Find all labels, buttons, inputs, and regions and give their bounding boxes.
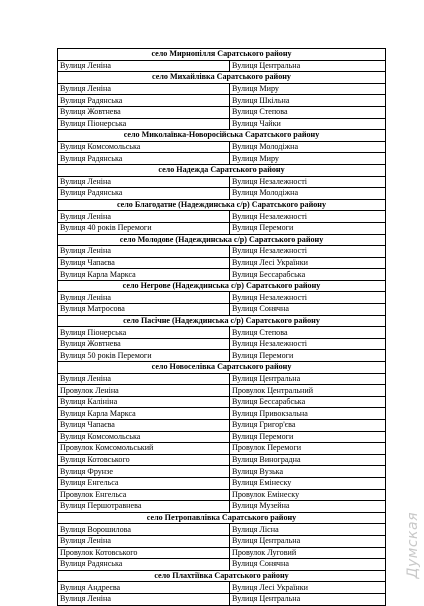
street-renaming-table <box>57 48 386 606</box>
old-street-name: Вулиця Леніна <box>58 373 230 385</box>
old-street-name: Вулиця Жовтнева <box>58 338 230 350</box>
section-header-row <box>58 280 386 292</box>
table-row <box>58 535 386 547</box>
new-street-name: Вулиця Лісна <box>230 524 386 536</box>
table-row <box>58 153 386 165</box>
table-row <box>58 408 386 420</box>
table-row <box>58 443 386 455</box>
old-street-name: Вулиця Леніна <box>58 60 230 72</box>
document-page <box>57 48 385 606</box>
new-street-name: Вулиця Незалежності <box>230 338 386 350</box>
new-street-name: Вулиця Лесі Українки <box>230 582 386 594</box>
old-street-name: Вулиця Матросова <box>58 304 230 316</box>
old-street-name: Вулиця Радянська <box>58 153 230 165</box>
section-header-row <box>58 72 386 84</box>
new-street-name: Провулок Центральний <box>230 385 386 397</box>
new-street-name: Провулок Емінеску <box>230 489 386 501</box>
new-street-name: Вулиця Молодіжна <box>230 141 386 153</box>
new-street-name: Вулиця Центральна <box>230 373 386 385</box>
table-row <box>58 559 386 571</box>
section-header-row <box>58 49 386 61</box>
table-row <box>58 327 386 339</box>
new-street-name: Вулиця Незалежності <box>230 246 386 258</box>
new-street-name: Вулиця Привокзальна <box>230 408 386 420</box>
section-title: село Благодатне (Надеждинська с/р) Саратського району <box>58 199 386 211</box>
old-street-name: Вулиця Леніна <box>58 83 230 95</box>
new-street-name: Провулок Перемоги <box>230 443 386 455</box>
table-row <box>58 292 386 304</box>
table-row <box>58 385 386 397</box>
table-row <box>58 582 386 594</box>
new-street-name: Вулиця Перемоги <box>230 431 386 443</box>
section-title: село Миколаївка-Новоросійська Саратського району <box>58 130 386 142</box>
new-street-name: Вулиця Степова <box>230 327 386 339</box>
old-street-name: Провулок Леніна <box>58 385 230 397</box>
section-title: село Михайлівка Саратського району <box>58 72 386 84</box>
section-title: село Молодове (Надеждинська с/р) Саратського району <box>58 234 386 246</box>
table-row <box>58 338 386 350</box>
new-street-name: Вулиця Перемоги <box>230 222 386 234</box>
section-header-row <box>58 362 386 374</box>
new-street-name: Вулиця Незалежності <box>230 176 386 188</box>
new-street-name: Вулиця Молодіжна <box>230 188 386 200</box>
new-street-name: Вулиця Центральна <box>230 535 386 547</box>
old-street-name: Провулок Комсомольський <box>58 443 230 455</box>
new-street-name: Вулиця Перемоги <box>230 350 386 362</box>
table-row <box>58 60 386 72</box>
old-street-name: Вулиця Ворошилова <box>58 524 230 536</box>
new-street-name: Вулиця Емінеску <box>230 477 386 489</box>
table-row <box>58 246 386 258</box>
table-row <box>58 396 386 408</box>
new-street-name: Вулиця Степова <box>230 106 386 118</box>
old-street-name: Вулиця Чапаєва <box>58 257 230 269</box>
new-street-name: Вулиця Миру <box>230 153 386 165</box>
section-header-row <box>58 570 386 582</box>
table-row <box>58 547 386 559</box>
table-row <box>58 106 386 118</box>
new-street-name: Вулиця Незалежності <box>230 292 386 304</box>
table-row <box>58 477 386 489</box>
section-title: село Надежда Саратського району <box>58 164 386 176</box>
table-row <box>58 176 386 188</box>
section-title: село Негрове (Надеждинська с/р) Саратського району <box>58 280 386 292</box>
old-street-name: Вулиця Калініна <box>58 396 230 408</box>
table-row <box>58 257 386 269</box>
old-street-name: Провулок Котовського <box>58 547 230 559</box>
old-street-name: Вулиця Піонерська <box>58 327 230 339</box>
watermark-logo: Думская <box>405 512 421 579</box>
new-street-name: Вулиця Сонячна <box>230 304 386 316</box>
table-row <box>58 83 386 95</box>
old-street-name: Вулиця Леніна <box>58 176 230 188</box>
table-row <box>58 141 386 153</box>
table-row <box>58 501 386 513</box>
new-street-name: Вулиця Чайки <box>230 118 386 130</box>
old-street-name: Вулиця Фрунзе <box>58 466 230 478</box>
old-street-name: Вулиця 40 років Перемоги <box>58 222 230 234</box>
old-street-name: Вулиця Жовтнева <box>58 106 230 118</box>
table-body <box>58 49 386 606</box>
new-street-name: Вулиця Музейна <box>230 501 386 513</box>
old-street-name: Вулиця Піонерська <box>58 118 230 130</box>
table-row <box>58 593 386 605</box>
table-row <box>58 222 386 234</box>
section-title: село Мирнопілля Саратського району <box>58 49 386 61</box>
old-street-name: Вулиця Першотравнева <box>58 501 230 513</box>
old-street-name: Вулиця Леніна <box>58 535 230 547</box>
table-row <box>58 466 386 478</box>
old-street-name: Вулиця Котовського <box>58 454 230 466</box>
table-row <box>58 373 386 385</box>
old-street-name: Вулиця Леніна <box>58 246 230 258</box>
new-street-name: Вулиця Лесі Українки <box>230 257 386 269</box>
section-title: село Пасічне (Надеждинська с/р) Саратського району <box>58 315 386 327</box>
table-row <box>58 524 386 536</box>
table-row <box>58 118 386 130</box>
table-row <box>58 269 386 281</box>
old-street-name: Вулиця Радянська <box>58 95 230 107</box>
new-street-name: Вулиця Вузька <box>230 466 386 478</box>
old-street-name: Вулиця Комсомольська <box>58 431 230 443</box>
new-street-name: Вулиця Шкільна <box>230 95 386 107</box>
old-street-name: Вулиця Радянська <box>58 559 230 571</box>
old-street-name: Вулиця Енгельса <box>58 477 230 489</box>
table-row <box>58 304 386 316</box>
old-street-name: Вулиця 50 років Перемоги <box>58 350 230 362</box>
new-street-name: Вулиця Виноградна <box>230 454 386 466</box>
table-row <box>58 431 386 443</box>
old-street-name: Вулиця Комсомольська <box>58 141 230 153</box>
table-row <box>58 420 386 432</box>
section-header-row <box>58 512 386 524</box>
old-street-name: Вулиця Радянська <box>58 188 230 200</box>
table-row <box>58 211 386 223</box>
new-street-name: Провулок Луговий <box>230 547 386 559</box>
table-row <box>58 454 386 466</box>
new-street-name: Вулиця Сонячна <box>230 559 386 571</box>
section-title: село Новоселівка Саратського району <box>58 362 386 374</box>
section-header-row <box>58 234 386 246</box>
table-row <box>58 188 386 200</box>
new-street-name: Вулиця Центральна <box>230 593 386 605</box>
table-row <box>58 350 386 362</box>
new-street-name: Вулиця Миру <box>230 83 386 95</box>
new-street-name: Вулиця Бессарабська <box>230 396 386 408</box>
section-title: село Петропавлівка Саратського району <box>58 512 386 524</box>
new-street-name: Вулиця Центральна <box>230 60 386 72</box>
section-header-row <box>58 199 386 211</box>
section-header-row <box>58 315 386 327</box>
old-street-name: Вулиця Карла Маркса <box>58 408 230 420</box>
table-row <box>58 95 386 107</box>
old-street-name: Вулиця Карла Маркса <box>58 269 230 281</box>
old-street-name: Вулиця Андреєва <box>58 582 230 594</box>
old-street-name: Вулиця Леніна <box>58 593 230 605</box>
new-street-name: Вулиця Незалежності <box>230 211 386 223</box>
old-street-name: Провулок Енгельса <box>58 489 230 501</box>
new-street-name: Вулиця Григор'єва <box>230 420 386 432</box>
section-header-row <box>58 164 386 176</box>
old-street-name: Вулиця Чапаєва <box>58 420 230 432</box>
old-street-name: Вулиця Леніна <box>58 211 230 223</box>
old-street-name: Вулиця Леніна <box>58 292 230 304</box>
new-street-name: Вулиця Бессарабська <box>230 269 386 281</box>
section-header-row <box>58 130 386 142</box>
table-row <box>58 489 386 501</box>
section-title: село Плахтіївка Саратського району <box>58 570 386 582</box>
